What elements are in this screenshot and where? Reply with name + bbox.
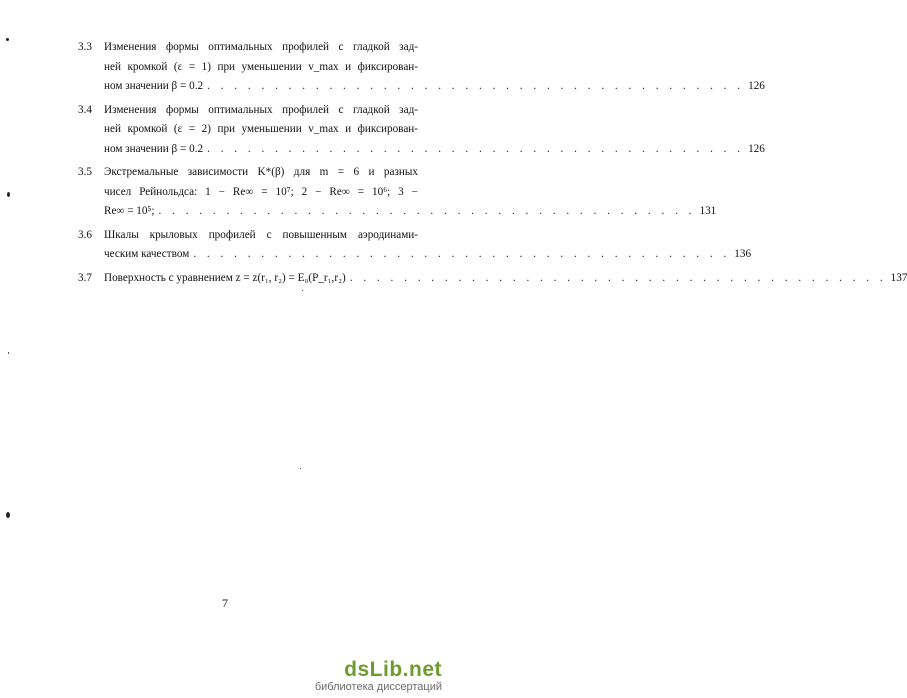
page-number: 7 — [222, 596, 228, 610]
dot-leader: . . . . . . . . . . . . . . . . . . . . . . . . . . . . . . . . . . . . . . . . — [193, 248, 731, 260]
entry-page-number: 126 — [748, 142, 765, 155]
entry-text-line: Поверхность с уравнением z = z(r₁, r₂) = E₀(P_r₁,r₂) — [104, 271, 346, 284]
scan-speck — [6, 512, 10, 518]
table-of-contents — [78, 38, 907, 292]
watermark — [315, 659, 442, 694]
scan-speck — [8, 352, 9, 354]
entry-text-line: Изменения формы оптимальных профилей с гладкой зад- — [104, 103, 418, 116]
scan-speck — [302, 290, 303, 291]
toc-entry-3-6[interactable] — [78, 226, 752, 265]
entry-page-number: 131 — [699, 205, 717, 217]
dot-leader: . . . . . . . . . . . . . . . . . . . . . . . . . . . . . . . . . . . . . . . . — [158, 205, 696, 217]
entry-page-number: 126 — [748, 80, 765, 92]
entry-number: 3.4 — [78, 103, 92, 116]
entry-number: 3.3 — [78, 41, 92, 53]
entry-text-line: ней кромкой (ε = 2) при уменьшении v_max и фиксирован- — [104, 123, 418, 135]
scan-speck — [6, 38, 9, 41]
entry-text-line: Экстремальные зависимости K*(β) для m = 6 и разных — [104, 166, 418, 178]
entry-text-line: Шкалы крыловых профилей с повышенным аэродинами- — [104, 228, 418, 241]
dot-leader: . . . . . . . . . . . . . . . . . . . . . . . . . . . . . . . . . . . . . . . . — [207, 142, 745, 155]
entry-text-line: ческим качеством — [104, 248, 190, 260]
watermark-logo: dsLib.net — [344, 658, 442, 681]
scan-speck — [300, 468, 301, 469]
toc-entry-3-5[interactable] — [78, 163, 717, 222]
dot-leader: . . . . . . . . . . . . . . . . . . . . . . . . . . . . . . . . . . . . . . . . — [349, 271, 887, 284]
entry-text-line: ном значении β = 0.2 — [104, 80, 204, 92]
toc-entry-3-3[interactable] — [78, 38, 765, 97]
entry-leader-line — [104, 269, 907, 289]
toc-entry-3-4[interactable] — [78, 101, 765, 160]
entry-number: 3.5 — [78, 166, 92, 178]
entry-text-line: Re∞ = 10⁵; — [104, 205, 155, 217]
entry-number: 3.7 — [78, 271, 92, 284]
entry-leader-line — [104, 245, 752, 265]
watermark-subtitle: библиотека диссертаций — [314, 681, 442, 693]
entry-text-line: ном значении β = 0.2 — [104, 142, 204, 155]
entry-text-line: ней кромкой (ε = 1) при уменьшении v_max и фиксирован- — [104, 60, 418, 73]
entry-leader-line — [104, 140, 765, 160]
entry-page-number: 136 — [734, 248, 752, 260]
entry-page-number: 137 — [890, 271, 907, 284]
entry-text-line: чисел Рейнольдса: 1 − Re∞ = 10⁷; 2 − Re∞ = 10⁶; 3 − — [104, 185, 418, 198]
dot-leader: . . . . . . . . . . . . . . . . . . . . . . . . . . . . . . . . . . . . . . . . — [207, 80, 745, 92]
scan-speck — [7, 192, 10, 197]
entry-number: 3.6 — [78, 228, 92, 241]
entry-leader-line — [104, 77, 765, 97]
toc-entry-3-7[interactable] — [78, 269, 907, 289]
entry-leader-line — [104, 202, 717, 222]
entry-text-line: Изменения формы оптимальных профилей с гладкой зад- — [104, 41, 418, 53]
